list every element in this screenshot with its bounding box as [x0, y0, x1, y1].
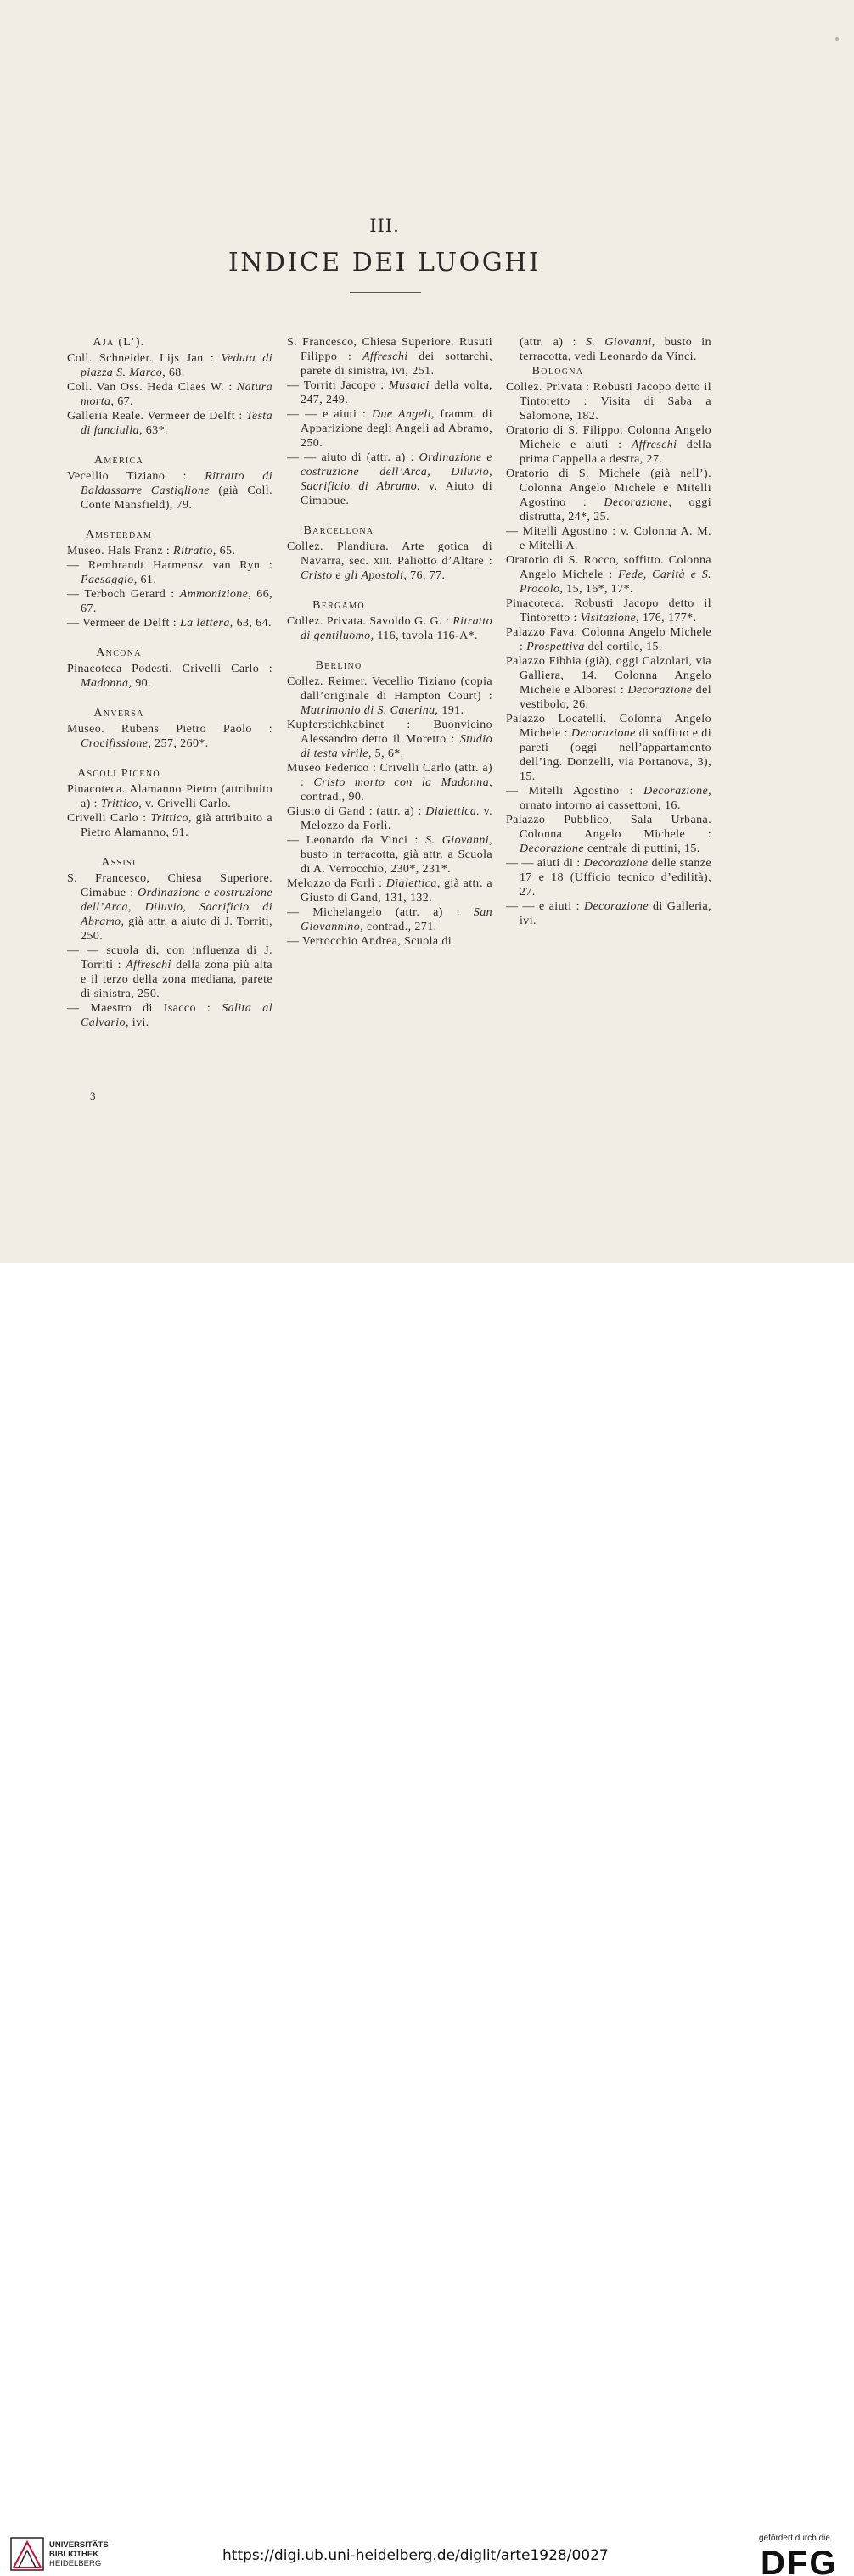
index-entry: — — aiuto di (attr. a) : Ordinazione e costruzione dell’Arca, Diluvio, Sacrificio di Abramo. v. Aiuto di Cimabue. [287, 451, 492, 507]
index-column-2 [287, 335, 492, 949]
index-entry: — Mitelli Agostino : v. Colonna A. M. e Mitelli A. [506, 525, 711, 552]
index-entry: Palazzo Fava. Colonna Angelo Michele : Prospettiva del cortile, 15. [506, 626, 711, 653]
library-name-line-1: UNIVERSITÄTS- [49, 2540, 111, 2550]
library-name-line-2: BIBLIOTHEK [49, 2549, 99, 2559]
university-seal-icon [10, 2537, 44, 2571]
title-rule [350, 292, 421, 293]
index-entry: — Michelangelo (attr. a) : San Giovannino, contrad., 271. [287, 906, 492, 933]
index-entry: Palazzo Pubblico, Sala Urbana. Colonna Angelo Michele : Decorazione centrale di puttini, 15. [506, 814, 711, 855]
index-entry: Museo Federico : Crivelli Carlo (attr. a) : Cristo morto con la Madonna, contrad., 90. [287, 762, 492, 804]
index-entry: Coll. Schneider. Lijs Jan : Veduta di piazza S. Marco, 68. [67, 352, 273, 379]
index-entry: — Maestro di Isacco : Salita al Calvario, ivi. [67, 1002, 272, 1029]
library-logo[interactable] [10, 2537, 111, 2571]
index-entry: Oratorio di S. Filippo. Colonna Angelo Michele e aiuti : Affreschi della prima Cappella a destra, 27. [506, 424, 711, 466]
place-heading: Bergamo [312, 599, 365, 612]
place-heading: Barcellona [303, 524, 374, 537]
index-entry: Giusto di Gand : (attr. a) : Dialettica. v. Melozzo da Forlì. [287, 805, 492, 832]
index-entry: (attr. a) : S. Giovanni, busto in terracotta, vedi Leonardo da Vinci. [520, 336, 711, 363]
place-heading: Ancona [96, 647, 142, 659]
scan-speck [835, 37, 839, 41]
index-entry: — Verrocchio Andrea, Scuola di [287, 935, 452, 948]
index-entry: Pinacoteca. Alamanno Pietro (attribuito a) : Trittico, v. Crivelli Carlo. [67, 783, 272, 810]
index-entry: — Torriti Jacopo : Musaici della volta, 247, 249. [287, 379, 492, 406]
index-entry: Crivelli Carlo : Trittico, già attribuito a Pietro Alamanno, 91. [67, 812, 272, 839]
index-entry: — Rembrandt Harmensz van Ryn : Paesaggio, 61. [67, 559, 272, 586]
index-entry: Collez. Privata. Savoldo G. G. : Ritratto di gentiluomo, 116, tavola 116-A*. [287, 615, 492, 642]
index-entry: — Vermeer de Delft : La lettera, 63, 64. [67, 617, 272, 630]
place-heading: America [93, 454, 144, 467]
viewer-footer [0, 1263, 854, 2576]
index-column-3 [506, 335, 711, 928]
index-entry: S. Francesco, Chiesa Superiore. Cimabue : Ordinazione e costruzione dell’Arca, Diluvio, Sacrificio di Abramo, già attr. a aiuto di J. Torriti, 250. [67, 872, 272, 943]
index-entry: — — aiuti di : Decorazione delle stanze 17 e 18 (Ufficio tecnico d’edilità), 27. [506, 857, 711, 899]
index-entry: Pinacoteca Podesti. Crivelli Carlo : Madonna, 90. [67, 663, 272, 690]
index-entry: Collez. Privata : Robusti Jacopo detto il Tintoretto : Visita di Saba a Salomone, 182. [506, 381, 711, 423]
index-entry: Collez. Reimer. Vecellio Tiziano (copia dall’originale di Hampton Court) : Matrimonio di S. Caterina, 191. [287, 675, 492, 717]
index-entry: Oratorio di S. Rocco, soffitto. Colonna Angelo Michele : Fede, Carità e S. Procolo, 15, 16*, 17*. [506, 554, 711, 596]
index-entry: Melozzo da Forlì : Dialettica, già attr. a Giusto di Gand, 131, 132. [287, 877, 492, 904]
index-entry: S. Francesco, Chiesa Superiore. Rusuti Filippo : Affreschi dei sottarchi, parete di sinistra, ivi, 251. [287, 336, 492, 378]
index-entry: — Leonardo da Vinci : S. Giovanni, busto in terracotta, già attr. a Scuola di A. Verrocchio, 230*, 231*. [287, 834, 492, 876]
scanned-page [0, 0, 854, 1263]
index-entry: Vecellio Tiziano : Ritratto di Baldassarre Castiglione (già Coll. Conte Mansfield), 79. [67, 470, 272, 512]
place-heading: Bologna [531, 365, 584, 378]
library-name-line-3: HEIDELBERG [49, 2558, 102, 2568]
place-heading: Anversa [93, 707, 144, 720]
index-entry: — — e aiuti : Decorazione di Galleria, ivi. [506, 900, 711, 927]
index-entry: — — e aiuti : Due Angeli, framm. di Apparizione degli Angeli ad Abramo, 250. [287, 408, 492, 450]
dfg-logo-text: DFG [761, 2547, 838, 2576]
index-entry: Oratorio di S. Michele (già nell’). Colonna Angelo Michele e Mitelli Agostino : Decorazione, oggi distrutta, 24*, 25. [506, 468, 711, 524]
index-column-1 [67, 335, 272, 1030]
index-entry: Pinacoteca. Robusti Jacopo detto il Tintoretto : Visitazione, 176, 177*. [506, 597, 711, 624]
page-number: 3 [90, 1089, 96, 1102]
index-entry: Kupferstichkabinet : Buonvicino Alessandro detto il Moretto : Studio di testa virile, 5, 6*. [287, 719, 492, 760]
chapter-title: INDICE DEI LUOGHI [228, 248, 542, 277]
index-entry: Palazzo Locatelli. Colonna Angelo Michele : Decorazione di soffitto e di pareti (oggi nell’appartamento dell’ing. Donzelli, via Portanova, 3), 15. [506, 713, 711, 783]
index-entry: Collez. Plandiura. Arte gotica di Navarra, sec. xiii. Paliotto d’Altare : Cristo e gli Apostoli, 76, 77. [287, 540, 492, 582]
dfg-logo[interactable] [761, 2547, 842, 2576]
document-url-link[interactable]: https://digi.ub.uni-heidelberg.de/diglit/arte1928/0027 [222, 2547, 609, 2564]
place-heading: Ascoli Piceno [77, 767, 160, 780]
place-heading: Assisi [101, 856, 137, 869]
funder-note: gefördert durch die [759, 2534, 830, 2543]
index-entry: — Mitelli Agostino : Decorazione, ornato intorno ai cassettoni, 16. [506, 785, 711, 812]
index-entry: Galleria Reale. Vermeer de Delft : Testa di fanciulla, 63*. [67, 410, 272, 437]
index-entry: Palazzo Fibbia (già), oggi Calzolari, via Galliera, 14. Colonna Angelo Michele e Alboresi : Decorazione del vestibolo, 26. [506, 655, 711, 711]
place-heading: Aja (L’). [93, 336, 145, 349]
index-entry: — — scuola di, con influenza di J. Torriti : Affreschi della zona più alta e il terzo della zona mediana, parete di sinistra, 250. [67, 944, 272, 1000]
index-entry: — Terboch Gerard : Ammonizione, 66, 67. [67, 588, 272, 615]
index-entry: Museo. Hals Franz : Ritratto, 65. [67, 545, 236, 557]
index-entry: Coll. Van Oss. Heda Claes W. : Natura morta, 67. [67, 381, 272, 408]
place-heading: Amsterdam [85, 529, 153, 541]
place-heading: Berlino [315, 659, 362, 672]
chapter-number: III. [369, 216, 400, 236]
index-entry: Museo. Rubens Pietro Paolo : Crocifissione, 257, 260*. [67, 723, 272, 750]
